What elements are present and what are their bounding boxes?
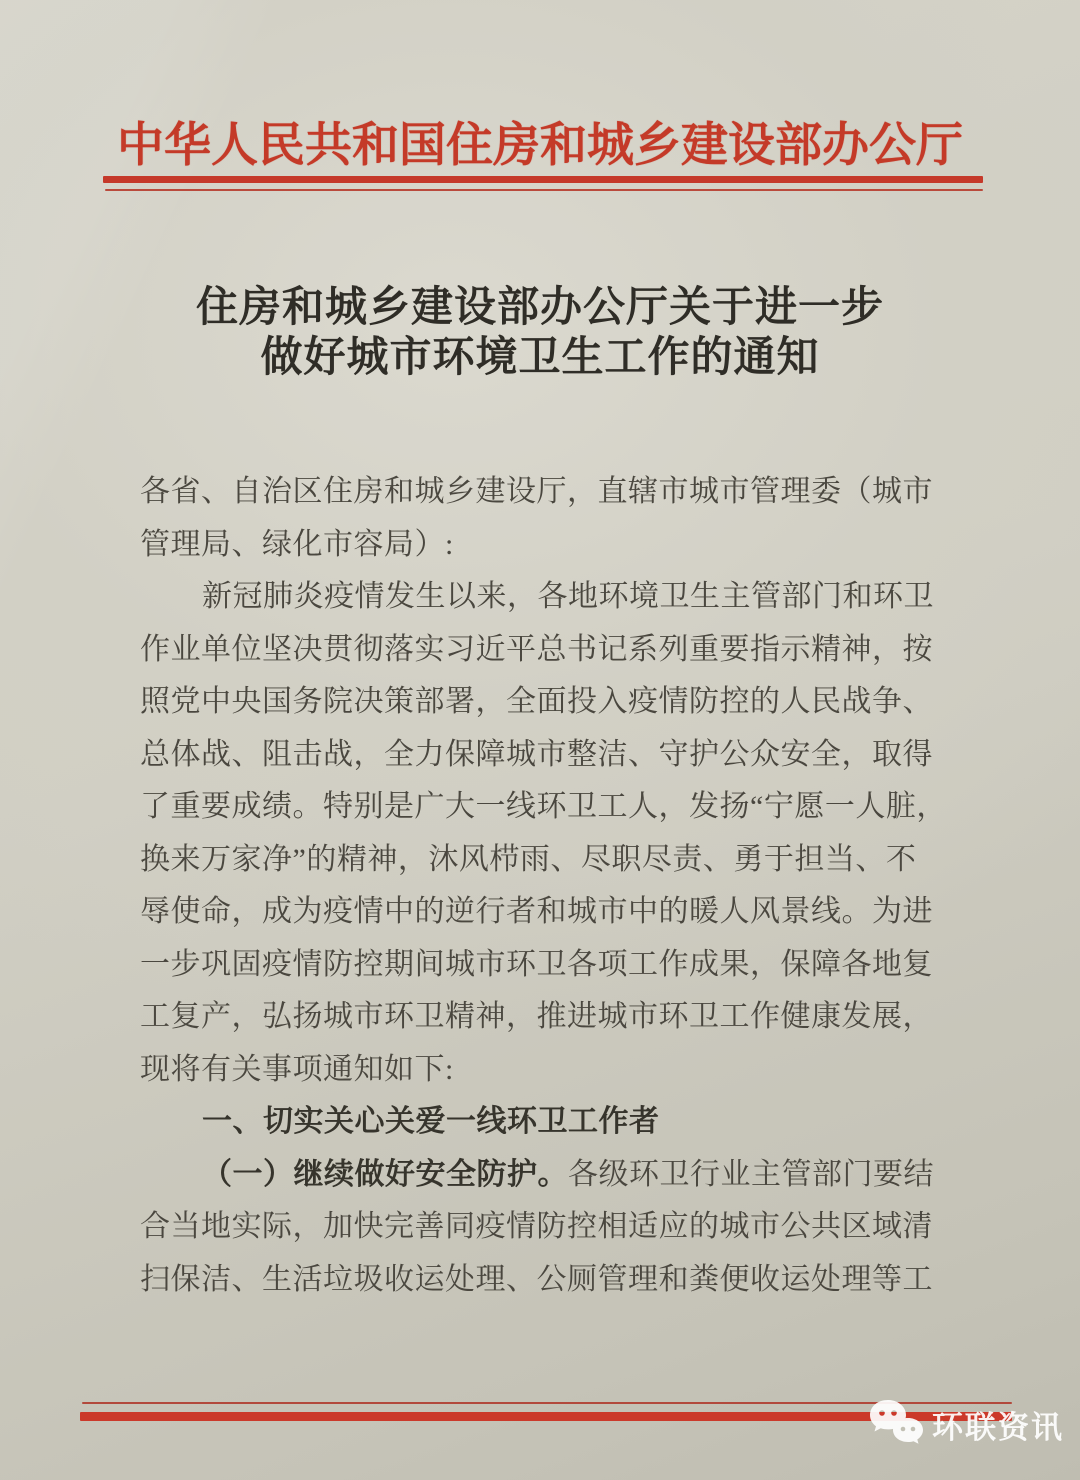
section-heading: 一、切实关心关爱一线环卫工作者 bbox=[202, 1105, 660, 1138]
letterhead-rule-thick bbox=[103, 176, 983, 183]
body-line: 辱使命，成为疫情中的逆行者和城市中的暖人风景线。为进 bbox=[140, 895, 933, 928]
document-title-line-2: 做好城市环境卫生工作的通知 bbox=[260, 335, 820, 381]
letterhead-org-name: 中华人民共和国住房和城乡建设部办公厅 bbox=[117, 120, 963, 172]
body-line: 照党中央国务院决策部署，全面投入疫情防控的人民战争、 bbox=[140, 685, 933, 718]
body-line: 新冠肺炎疫情发生以来，各地环境卫生主管部门和环卫 bbox=[202, 580, 934, 613]
subsection-heading: （一）继续做好安全防护。 bbox=[202, 1157, 568, 1191]
body-line: 总体战、阻击战，全力保障城市整洁、守护公众安全，取得 bbox=[140, 737, 933, 771]
body-line-text: 各级环卫行业主管部门要结 bbox=[568, 1157, 934, 1191]
body-line bbox=[140, 1149, 932, 1202]
channel-watermark-label: 环联资讯 bbox=[932, 1409, 1064, 1445]
salutation-line: 各省、自治区住房和城乡建设厅，直辖市城市管理委（城市 bbox=[140, 475, 933, 508]
body-line: 工复产，弘扬城市环卫精神，推进城市环卫工作健康发展， bbox=[140, 1000, 933, 1033]
channel-watermark bbox=[868, 1398, 1064, 1450]
document-body bbox=[140, 466, 947, 1306]
body-line: 作业单位坚决贯彻落实习近平总书记系列重要指示精神，按 bbox=[140, 632, 933, 666]
body-line: 了重要成绩。特别是广大一线环卫工人，发扬“宁愿一人脏， bbox=[140, 790, 947, 823]
body-line: 一步巩固疫情防控期间城市环卫各项工作成果，保障各地复 bbox=[140, 947, 933, 981]
wechat-icon bbox=[868, 1398, 924, 1450]
body-line: 换来万家净”的精神，沐风栉雨、尽职尽责、勇于担当、不 bbox=[140, 842, 917, 876]
body-line: 合当地实际，加快完善同疫情防控相适应的城市公共区域清 bbox=[140, 1210, 933, 1243]
body-line: 扫保洁、生活垃圾收运处理、公厕管理和粪便收运处理等工 bbox=[140, 1262, 933, 1296]
letterhead-rule-thin bbox=[105, 189, 983, 191]
salutation-line: 管理局、绿化市容局）: bbox=[140, 527, 454, 561]
document-title-line-1: 住房和城乡建设部办公厅关于进一步 bbox=[195, 285, 884, 331]
body-line: 现将有关事项通知如下: bbox=[140, 1052, 454, 1086]
document-title bbox=[0, 283, 1080, 383]
